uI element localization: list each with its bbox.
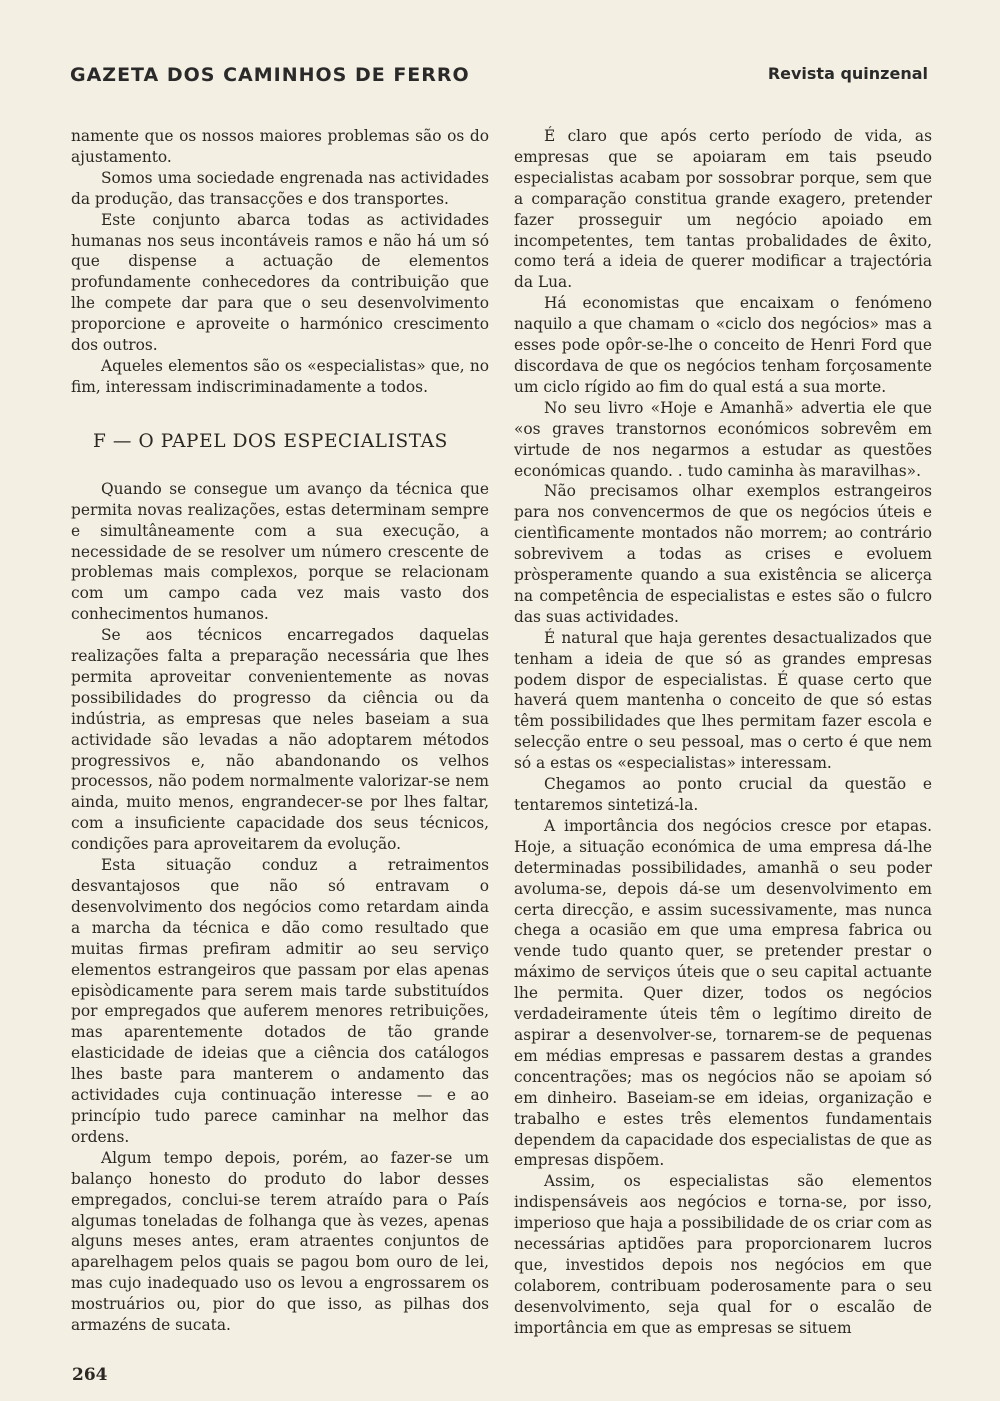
- paragraph: Este conjunto abarca todas as actividades humanas nos seus incontáveis ramos e não há um só que dispense a actuação de elementos profundamente conhecedores da contribuição que lhe compete dar para que o seu desenvolvimento proporcione e aproveite o harmónico crescimento dos outros.: [71, 210, 489, 355]
- paragraph: Há economistas que encaixam o fenómeno naquilo a que chamam o «ciclo dos negócios» mas a esses pode opôr-se-lhe o conceito de Henri Ford que discordava de que os negócios tenham forçosamente um ciclo rígido ao fim do qual está a sua morte.: [514, 294, 932, 396]
- right-column: [514, 126, 932, 1339]
- paragraph: No seu livro «Hoje e Amanhã» advertia ele que «os graves transtornos económicos sobrevêm em virtude de nos negarmos a estudar as questões económicas quando. . tudo caminha às maravilhas».: [514, 398, 932, 480]
- paragraph: Quando se consegue um avanço da técnica que permita novas realizações, estas determinam sempre e simultâneamente com a sua execução, a necessidade de se resolver um número crescente de problemas mais complexos, porque se relacionam com um campo cada vez mais vasto dos conhecimentos humanos.: [71, 479, 489, 624]
- paragraph: Se aos técnicos encarregados daquelas realizações falta a preparação necessária que lhes permita aproveitar convenientemente as novas possibilidades do progresso da ciência ou da indústria, as empresas que neles baseiam a sua actividade são levadas a não adoptarem métodos progressivos e, não abandonando os velhos processos, não podem normalmente valorizar-se nem ainda, muito menos, engrandecer-se por lhes faltar, com a insuficiente capacidade dos seus técnicos, condições para aproveitarem da evolução.: [71, 626, 489, 854]
- section-heading: F — O PAPEL DOS ESPECIALISTAS: [93, 430, 448, 452]
- paragraph: Esta situação conduz a retraimentos desvantajosos que não só entravam o desenvolvimento dos negócios como retardam ainda a marcha da técnica e dão como resultado que muitas firmas prefiram admitir ao seu serviço elementos estrangeiros que passam por elas apenas episòdicamente para serem mais tarde substituídos por empregados que auferem menores retribuições, mas aparentemente dotados de tão grande elasticidade de ideias que a ciência dos catálogos lhes baste para manterem o andamento das actividades cuja continuação interesse — e ao princípio tudo parece caminhar na melhor das ordens.: [71, 856, 489, 1146]
- paragraph: A importância dos negócios cresce por etapas. Hoje, a situação económica de uma empresa dá-lhe determinadas possibilidades, amanhã o seu poder avoluma-se, depois dá-se um desenvolvimento em certa direcção, e assim sucessivamente, mas nunca chega a ocasião em que uma empresa fabrica ou vende tudo quanto quer, se pretender prestar o máximo de serviços úteis que o seu capital actuante lhe permita. Quer dizer, todos os negócios verdadeiramente úteis têm o legítimo direito de aspirar a desenvolver-se, tornarem-se de pequenas em médias empresas e passarem destas a grandes concentrações; mas os negócios não se apoiam só em dinheiro. Baseiam-se em ideias, organização e trabalho e estes três elementos fundamentais dependem da capacidade dos especialistas de que as empresas dispõem.: [514, 816, 932, 1170]
- left-column: [71, 126, 489, 1336]
- publication-title: GAZETA DOS CAMINHOS DE FERRO: [70, 64, 470, 86]
- page-number: 264: [72, 1365, 108, 1385]
- paragraph: Chegamos ao ponto crucial da questão e tentaremos sintetizá-la.: [514, 775, 932, 814]
- paragraph: Algum tempo depois, porém, ao fazer-se um balanço honesto do produto do labor desses empregados, conclui-se terem atraído para o País algumas toneladas de folhanga que às vezes, apenas alguns meses antes, eram atraentes conjuntos de aparelhagem pelos quais se pagou bom ouro de lei, mas cujo inadequado uso os levou a engrossarem os mostruários ou, pior do que isso, as pilhas dos armazéns de sucata.: [71, 1148, 489, 1335]
- paragraph: Não precisamos olhar exemplos estrangeiros para nos convencermos de que os negócios úteis e cientìficamente montados não morrem; ao contrário sobrevivem a todas as crises e evoluem pròsperamente quando a sua existência se alicerça na competência de especialistas e estes são o fulcro das suas actividades.: [514, 482, 932, 626]
- paragraph: Somos uma sociedade engrenada nas actividades da produção, das transacções e dos transportes.: [71, 168, 489, 208]
- paragraph: namente que os nossos maiores problemas são os do ajustamento.: [71, 127, 489, 166]
- paragraph: É natural que haja gerentes desactualizados que tenham a ideia de que só as grandes empresas podem dispor de especialistas. É quase certo que haverá quem mantenha o conceito de que só estas têm possibilidades que lhes permitam fazer escola e selecção entre o seu pessoal, mas o certo é que nem só a estas os «especialistas» interessam.: [514, 628, 932, 773]
- paragraph: Aqueles elementos são os «especialistas» que, no fim, interessam indiscriminadamente a todos.: [71, 356, 489, 396]
- publication-frequency: Revista quinzenal: [767, 64, 928, 83]
- paragraph: Assim, os especialistas são elementos indispensáveis aos negócios e torna-se, por isso, imperioso que haja a possibilidade de os criar com as necessárias aptidões para proporcionarem lucros que, investidos depois nos negócios em que colaborem, contribuam poderosamente para o seu desenvolvimento, seja qual for o escalão de importância em que as empresas se situem: [514, 1172, 932, 1337]
- running-header: [70, 60, 928, 94]
- paragraph: É claro que após certo período de vida, as empresas que se apoiaram em tais pseudo especialistas acabam por sossobrar porque, sem que a comparação constitua grande exagero, pretender fazer prosseguir um negócio apoiado em incompetentes, tem tantas probalidades de êxito, como terá a ideia de querer modificar a trajectória da Lua.: [514, 127, 932, 292]
